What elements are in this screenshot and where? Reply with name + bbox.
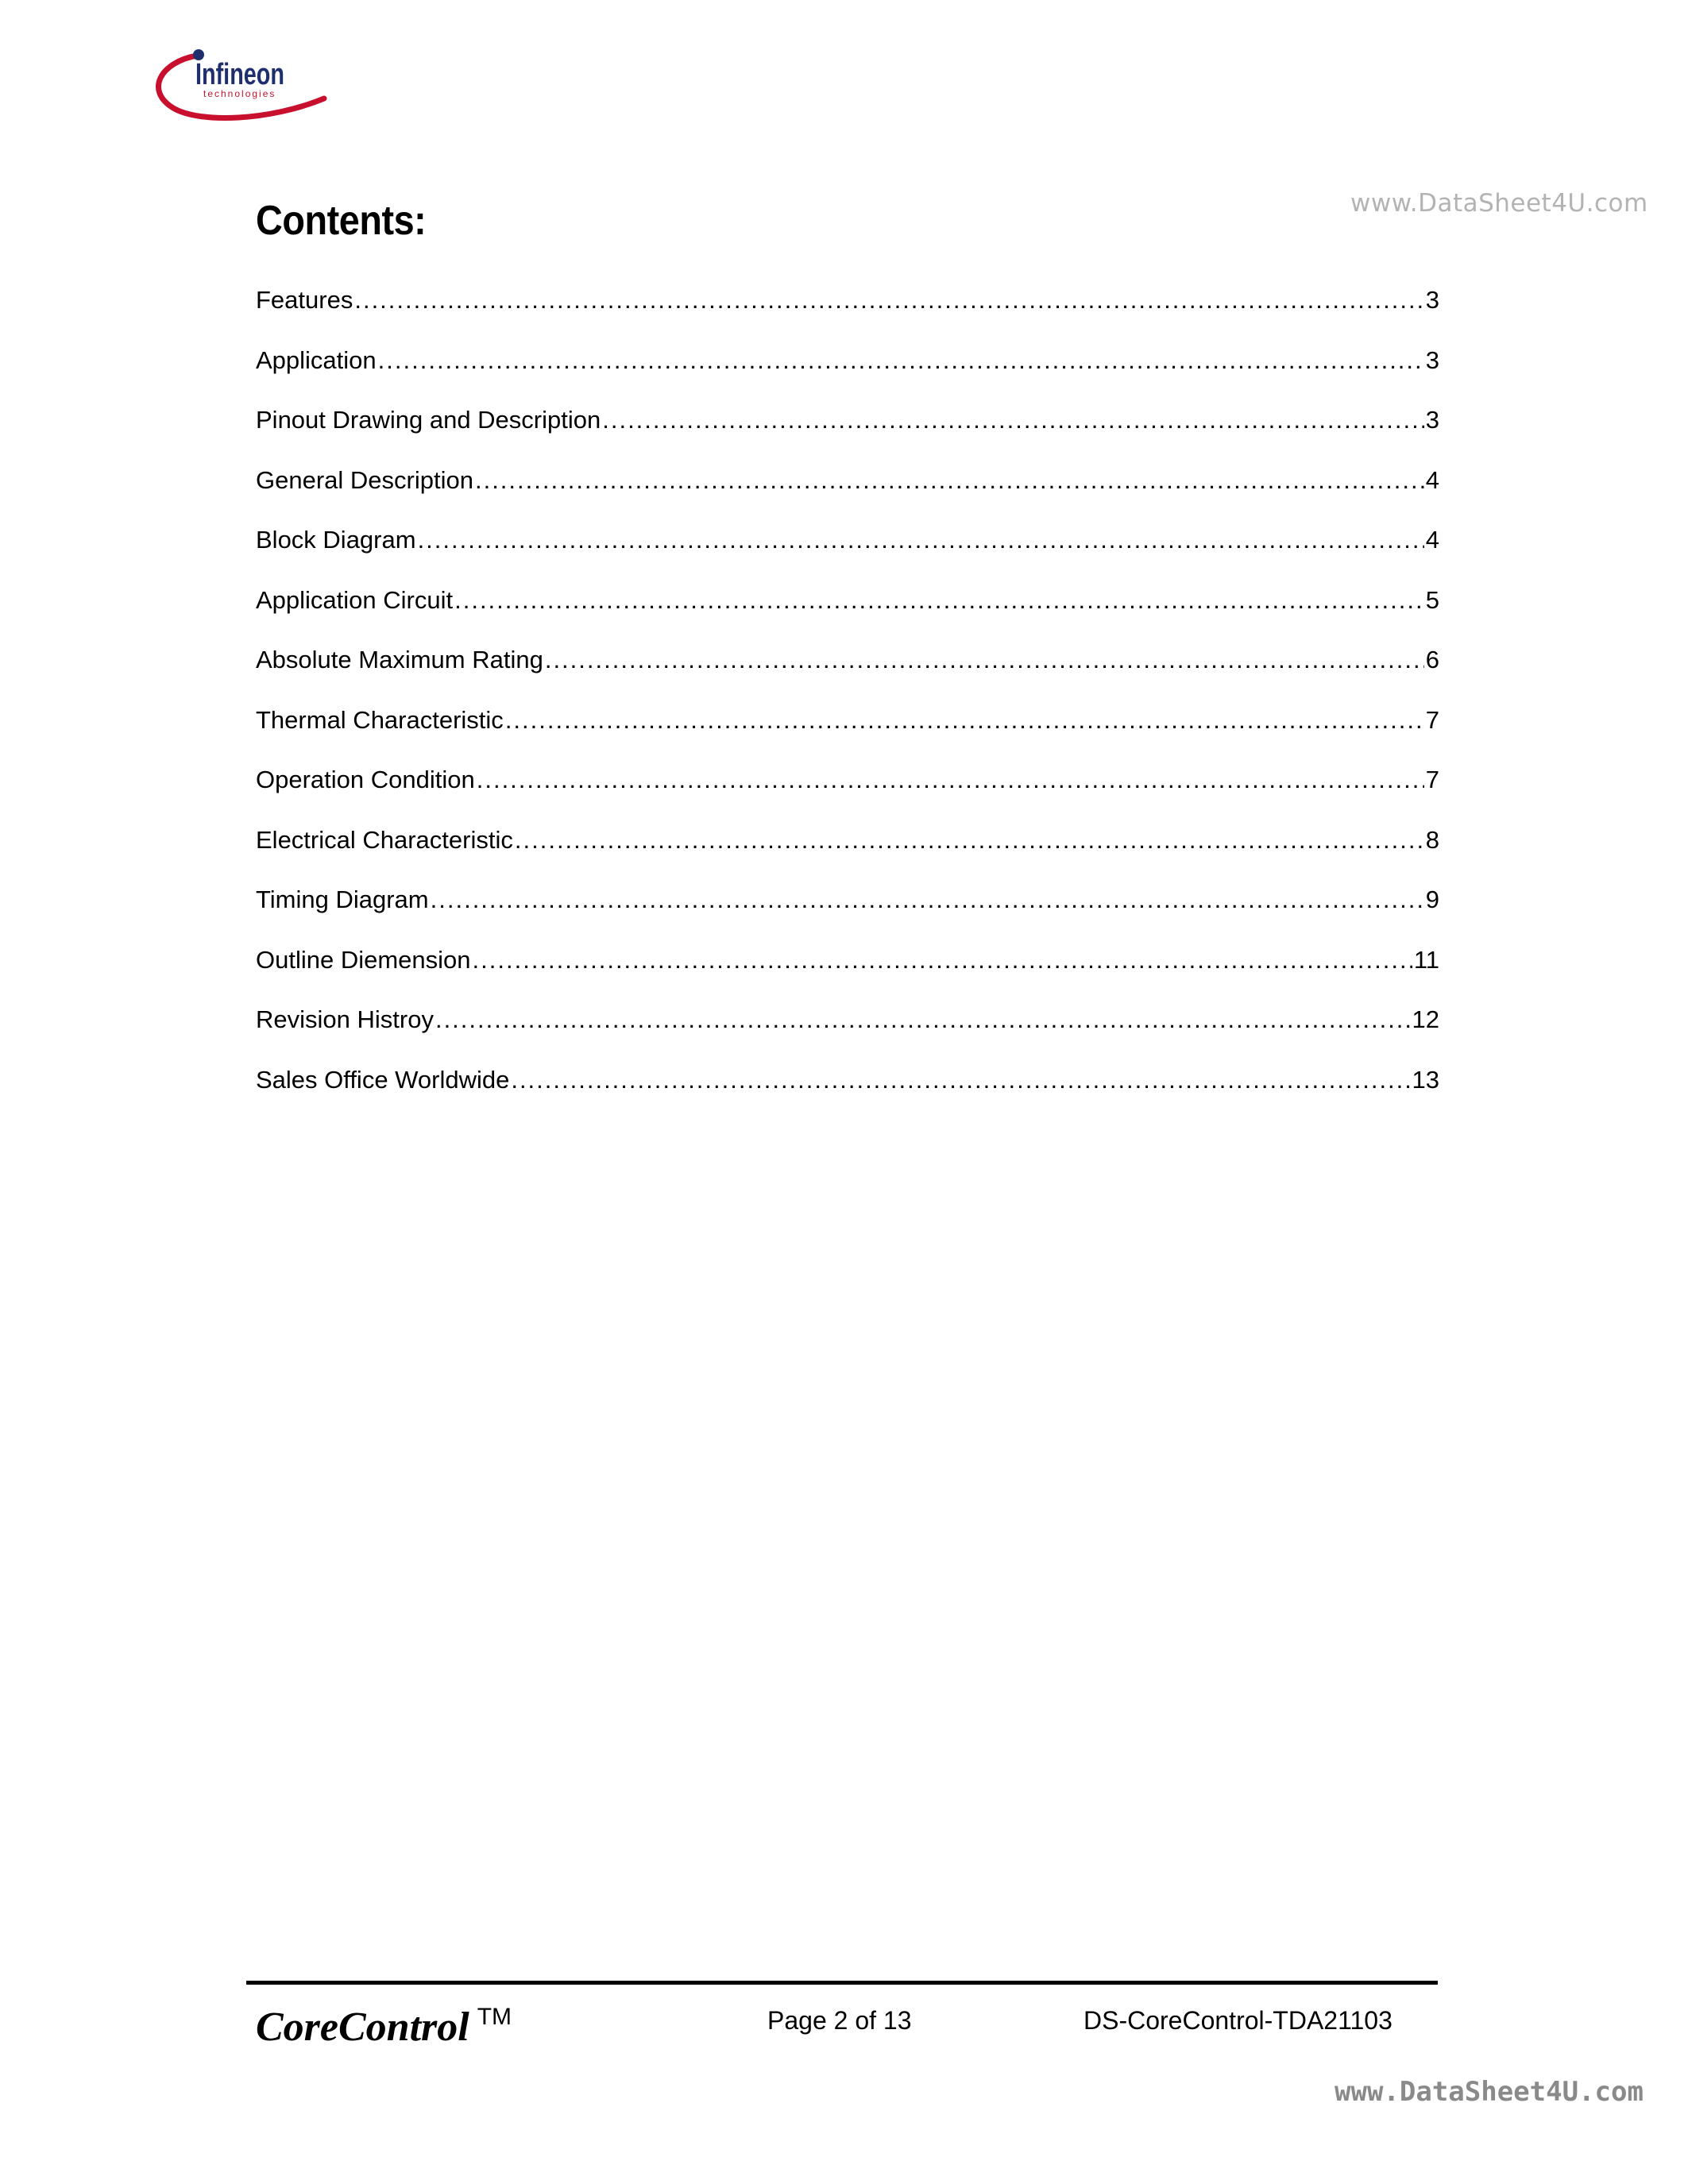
toc-entry[interactable] bbox=[256, 823, 1439, 883]
logo-wordmark: Infineon bbox=[195, 58, 284, 91]
trademark-symbol: TM bbox=[477, 2004, 512, 2030]
footer-page-number: Page 2 of 13 bbox=[767, 2006, 912, 2035]
toc-entry-page: 3 bbox=[1425, 345, 1439, 374]
toc-entry-title: Pinout Drawing and Description bbox=[256, 406, 601, 434]
toc-leader-dots bbox=[602, 403, 1424, 438]
footer-divider bbox=[246, 1981, 1438, 1985]
toc-leader-dots bbox=[454, 583, 1424, 618]
toc-entry-page: 7 bbox=[1425, 705, 1439, 734]
toc-entry-page: 7 bbox=[1425, 766, 1439, 793]
toc-entry-page: 13 bbox=[1412, 1065, 1439, 1094]
toc-leader-dots bbox=[418, 523, 1424, 558]
toc-leader-dots bbox=[473, 943, 1412, 978]
toc-entry-title: Sales Office Worldwide bbox=[256, 1065, 510, 1094]
toc-entry-title: Timing Diagram bbox=[256, 886, 429, 913]
toc-leader-dots bbox=[505, 703, 1424, 738]
toc-leader-dots bbox=[378, 343, 1424, 378]
toc-entry-page: 4 bbox=[1425, 465, 1439, 494]
toc-leader-dots bbox=[431, 882, 1424, 917]
toc-entry-page: 8 bbox=[1425, 825, 1439, 854]
toc-entry-title: Application Circuit bbox=[256, 585, 454, 614]
toc-entry-page: 4 bbox=[1425, 526, 1439, 554]
table-of-contents bbox=[256, 283, 1439, 1122]
toc-leader-dots bbox=[435, 1002, 1411, 1037]
toc-entry[interactable] bbox=[256, 762, 1439, 823]
toc-entry[interactable] bbox=[256, 463, 1439, 523]
toc-leader-dots bbox=[354, 283, 1423, 318]
toc-entry-title: Features bbox=[256, 286, 353, 314]
toc-leader-dots bbox=[511, 1063, 1410, 1098]
contents-title: Contents: bbox=[256, 198, 427, 244]
toc-entry-page: 12 bbox=[1412, 1005, 1439, 1033]
toc-entry-title: Outline Diemension bbox=[256, 945, 471, 974]
toc-entry[interactable] bbox=[256, 703, 1439, 763]
toc-leader-dots bbox=[515, 823, 1424, 858]
toc-entry-title: Absolute Maximum Rating bbox=[256, 646, 543, 673]
toc-entry[interactable] bbox=[256, 642, 1439, 703]
toc-leader-dots bbox=[477, 762, 1424, 797]
toc-entry[interactable] bbox=[256, 1002, 1439, 1063]
infineon-logo bbox=[151, 41, 330, 129]
toc-entry[interactable] bbox=[256, 882, 1439, 943]
footer-document-id: DS-CoreControl-TDA21103 bbox=[1083, 2006, 1393, 2035]
toc-entry-page: 9 bbox=[1425, 886, 1439, 913]
toc-entry[interactable] bbox=[256, 523, 1439, 583]
toc-entry-title: Electrical Characteristic bbox=[256, 825, 513, 854]
toc-entry-page: 5 bbox=[1425, 585, 1439, 614]
toc-entry-title: Application bbox=[256, 345, 377, 374]
toc-leader-dots bbox=[475, 463, 1424, 498]
logo-subtext: technologies bbox=[203, 88, 276, 99]
toc-entry-title: Revision Histroy bbox=[256, 1005, 434, 1033]
toc-leader-dots bbox=[545, 642, 1424, 677]
watermark-bottom: www.DataSheet4U.com bbox=[1335, 2076, 1644, 2108]
toc-entry-title: Block Diagram bbox=[256, 526, 416, 554]
toc-entry[interactable] bbox=[256, 943, 1439, 1003]
toc-entry-title: General Description bbox=[256, 465, 473, 494]
toc-entry-title: Thermal Characteristic bbox=[256, 705, 504, 734]
toc-entry[interactable] bbox=[256, 343, 1439, 403]
toc-entry[interactable] bbox=[256, 283, 1439, 343]
toc-entry-page: 6 bbox=[1425, 646, 1439, 673]
toc-entry-page: 3 bbox=[1425, 406, 1439, 434]
footer-brand bbox=[256, 1993, 512, 2051]
footer-brand-name: CoreControl bbox=[256, 2005, 469, 2050]
watermark-top: www.DataSheet4U.com bbox=[1350, 189, 1648, 218]
toc-entry[interactable] bbox=[256, 583, 1439, 643]
toc-entry[interactable] bbox=[256, 403, 1439, 463]
toc-entry-page: 11 bbox=[1413, 945, 1439, 974]
toc-entry[interactable] bbox=[256, 1063, 1439, 1123]
toc-entry-page: 3 bbox=[1425, 286, 1439, 314]
toc-entry-title: Operation Condition bbox=[256, 766, 475, 793]
